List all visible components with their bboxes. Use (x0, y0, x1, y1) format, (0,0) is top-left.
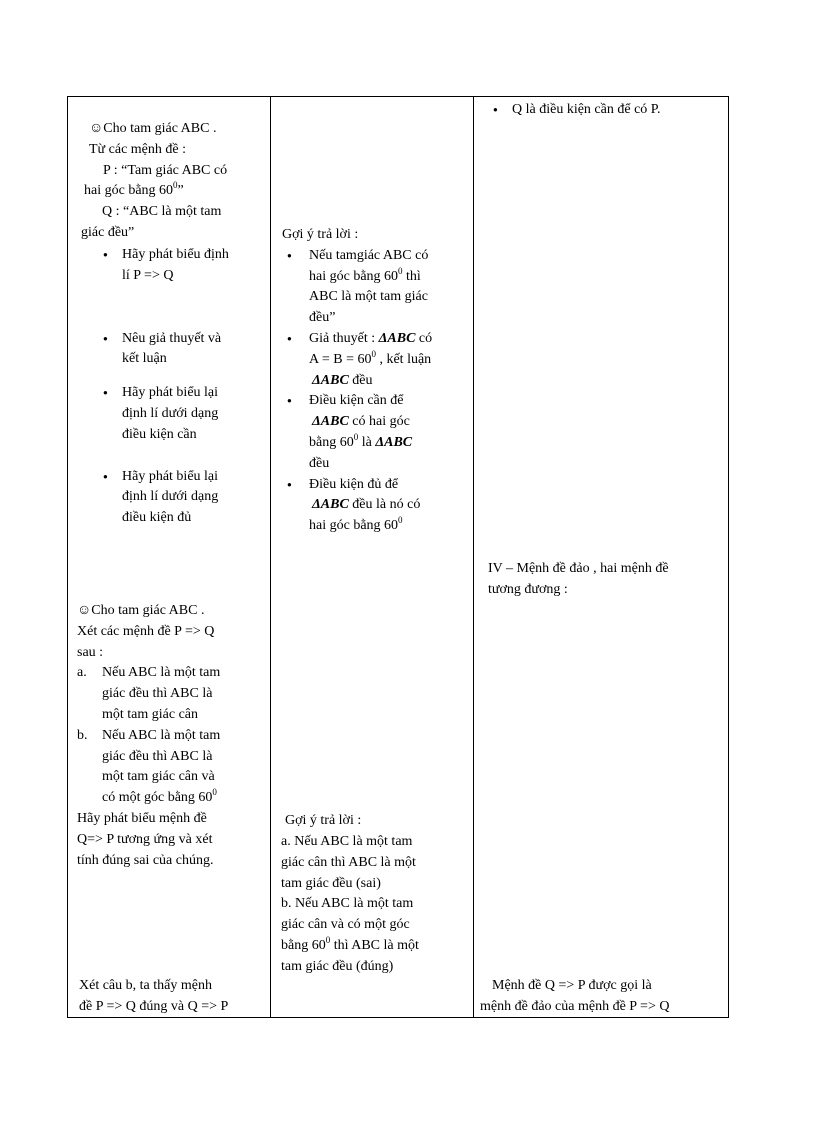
exercise-2: ☺Cho tam giác ABC . Xét các mệnh đề P => Q sau : a. Nếu ABC là một tam giác đều thì ABC là một tam giác cân b. Nếu ABC là một tam giác đều thì ABC là một tam giác cân và có một góc bằng $60^0$ Hãy phát biểu mệnh đề Q=> P tương ứng và xét tính đúng sai của chúng. (77, 601, 269, 871)
hint-2-title: Gợi ý trả lời : (285, 813, 362, 828)
hint-1-item-3: ● Điều kiện cần để ΔABC có hai góc bằng $60^0$ là ΔABC đều (282, 391, 432, 474)
lesson-table (67, 96, 729, 1018)
hint-1 (282, 225, 432, 537)
hint-1-item-4: ● Điều kiện đủ để ΔABC đều là nó có hai góc bằng $60^0$ (282, 475, 432, 537)
exercise-1-intro: ☺Cho tam giác ABC . (89, 121, 217, 136)
bullet-sufficient: ● Hãy phát biểu lại định lí dưới dạng điều kiện đủ (98, 467, 229, 529)
hint-2 (285, 811, 361, 832)
case-a: a. Nếu ABC là một tam giác đều thì ABC là một tam giác cân (77, 665, 221, 722)
proposition-q-line2: giác đều” (81, 224, 135, 240)
hint-1-item-1: ● Nếu tamgiác ABC có hai góc bằng $60^0$ thì ABC là một tam giác đều” (282, 246, 432, 329)
exercise-1-from: Từ các mệnh đề : (89, 141, 186, 157)
case-b: b. Nếu ABC là một tam giác đều thì ABC là một tam giác cân và có một góc bằng $60^0$ (77, 727, 221, 806)
column-content (474, 97, 728, 1017)
bullet-state-theorem: ● Hãy phát biểu định lí P => Q (98, 245, 229, 287)
proposition-p-line2: hai góc bằng $60^0$” (84, 180, 184, 199)
proposition-q-line1: Q : “ABC là một tam (102, 204, 222, 220)
hint-1-title: Gợi ý trả lời : (282, 227, 359, 242)
hint-2-body: a. Nếu ABC là một tam giác cân thì ABC là một tam giác đều (sai) b. Nếu ABC là một tam giác cân và có một góc bằng $60^0$ thì ABC là một tam giác đều (đúng) (281, 834, 419, 974)
proposition-p-line1: P : “Tam giác ABC có (103, 162, 228, 178)
converse-definition: Mệnh đề Q => P được gọi là mệnh đề đảo của mệnh đề P => Q (480, 978, 670, 1014)
hint-1-item-2: ● Giả thuyết : ΔABC có $A = B = 60^0$ , kết luận ΔABC đều (282, 329, 432, 391)
bottom-note-left: Xét câu b, ta thấy mệnh đề P => Q đúng và Q => P (79, 978, 229, 1014)
column-activities (68, 97, 271, 1017)
col3-top-note: ● Q là điều kiện cần để có P. (488, 100, 661, 121)
bullet-hypothesis: ● Nêu giả thuyết và kết luận (98, 329, 229, 371)
section-4-heading: IV – Mệnh đề đảo , hai mệnh đề tương đương : (488, 561, 669, 597)
column-hints (271, 97, 474, 1017)
smiley-icon: ☺ (89, 121, 104, 136)
smiley-icon: ☺ (77, 603, 92, 618)
exercise-1 (81, 119, 269, 244)
exercise-1-bullets (98, 245, 229, 529)
exercise-2-intro: ☺Cho tam giác ABC . (77, 603, 205, 618)
bullet-necessary: ● Hãy phát biểu lại định lí dưới dạng điều kiện cần (98, 383, 229, 445)
